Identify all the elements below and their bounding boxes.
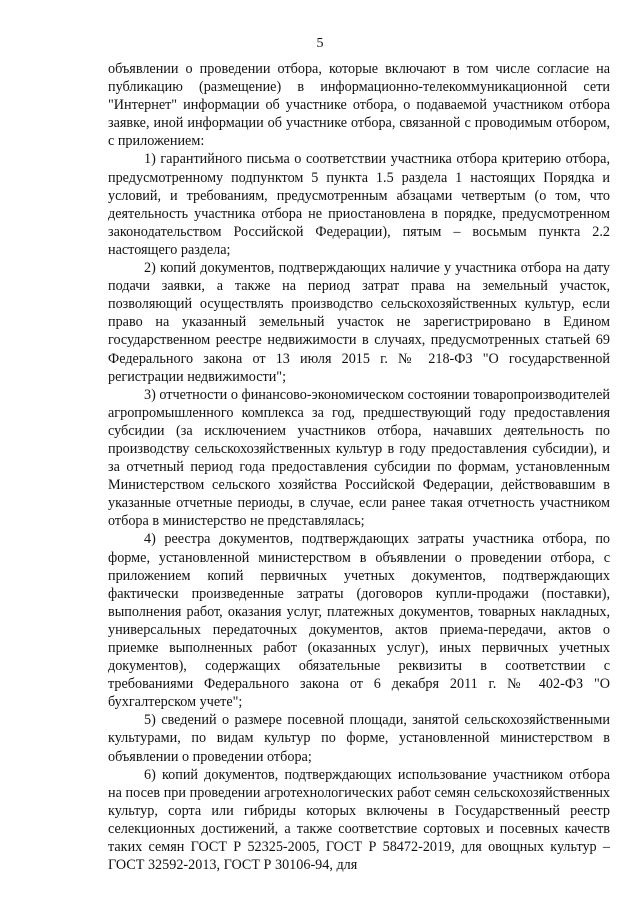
- paragraph-continuation: объявлении о проведении отбора, которые включают в том числе согласие на публикацию (размещение) в информационно-телекоммуникационной сети "Интернет" информации об участнике отбора, о подаваемой участником отбора заявке, иной информации об участнике отбора, связанной с проводимым отбором, с приложением:: [108, 61, 610, 150]
- document-body: [108, 60, 610, 874]
- paragraph-item-5: 5) сведений о размере посевной площади, занятой сельскохозяйственными культурами, по видам культур по форме, установленной министерством в объявлении о проведении отбора;: [108, 712, 610, 765]
- paragraph-item-4: 4) реестра документов, подтверждающих затраты участника отбора, по форме, установленной министерством в объявлении о проведении отбора, с приложением копий первичных учетных документов, подтверждающих фактически произведенные затраты (договоров купли-продажи (поставки), выполнения работ, оказания услуг, платежных документов, товарных накладных, универсальных передаточных документов, актов приема-передачи, актов о приемке выполненных работ (оказанных услуг), иных первичных учетных документов), содержащих обязательные реквизиты в соответствии с требованиями Федерального закона от 6 декабря 2011 г. № 402-ФЗ "О бухгалтерском учете";: [108, 531, 610, 711]
- paragraph-item-3: 3) отчетности о финансово-экономическом состоянии товаропроизводителей агропромышленного комплекса за год, предшествующий году предоставления субсидии (за исключением участников отбора, начавших деятельность по производству сельскохозяйственных культур в году предоставления субсидии), и за отчетный период года предоставления субсидии по формам, установленным Министерством сельского хозяйства Российской Федерации, действовавшим в указанные отчетные периоды, в случае, если ранее такая отчетность участником отбора в министерство не представлялась;: [108, 386, 610, 530]
- paragraph-item-6: 6) копий документов, подтверждающих использование участником отбора на посев при проведении агротехнологических работ семян сельскохозяйственных культур, сорта или гибриды которых включены в Государственный реестр селекционных достижений, а также соответствие сортовых и посевных качеств таких семян ГОСТ Р 52325-2005, ГОСТ Р 58472-2019, для овощных культур – ГОСТ 32592-2013, ГОСТ Р 30106-94, для: [108, 766, 610, 874]
- paragraph-item-1: 1) гарантийного письма о соответствии участника отбора критерию отбора, предусмотренному подпунктом 5 пункта 1.5 раздела 1 настоящих Порядка и условий, и требованиям, предусмотренным абзацами четвертым (о том, что деятельность участника отбора не приостановлена в порядке, предусмотренном законодательством Российской Федерации), пятым – восьмым пункта 2.2 настоящего раздела;: [108, 151, 610, 258]
- paragraph-item-2: 2) копий документов, подтверждающих наличие у участника отбора на дату подачи заявки, а также на период затрат права на земельный участок, позволяющий осуществлять производство сельскохозяйственных культур, если право на указанный земельный участок не зарегистрировано в Едином государственном реестре недвижимости в случаях, предусмотренных статьей 69 Федерального закона от 13 июля 2015 г. № 218-ФЗ "О государственной регистрации недвижимости";: [108, 260, 610, 385]
- page-number: 5: [316, 36, 324, 51]
